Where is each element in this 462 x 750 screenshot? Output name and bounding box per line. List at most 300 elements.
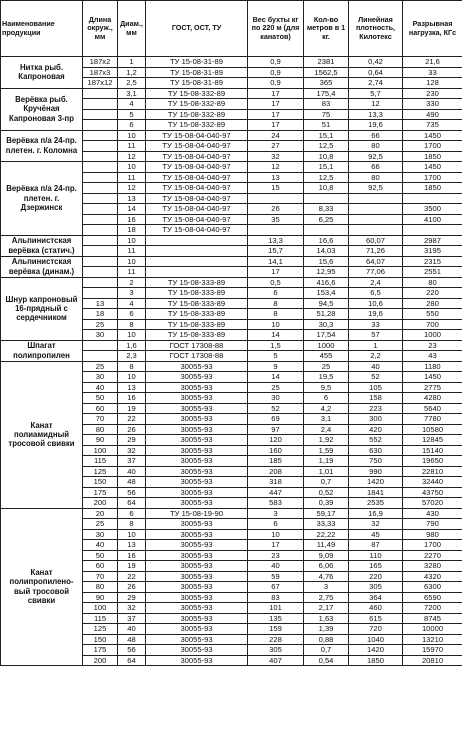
coil-weight-cell: 305 — [248, 645, 304, 656]
diameter-cell: 26 — [118, 424, 146, 435]
diameter-cell: 29 — [118, 435, 146, 446]
coil-weight-cell: 8 — [248, 298, 304, 309]
circumference-cell: 70 — [83, 414, 118, 425]
linear-density-cell: 2535 — [349, 498, 403, 509]
meters-per-kg-cell: 30,3 — [304, 319, 349, 330]
diameter-cell: 10 — [118, 256, 146, 267]
circumference-cell: 200 — [83, 655, 118, 666]
breaking-load-cell — [403, 225, 462, 236]
table-row — [1, 508, 462, 519]
standard-cell: ГОСТ 17308-88 — [146, 340, 248, 351]
diameter-cell: 11 — [118, 267, 146, 278]
diameter-cell: 13 — [118, 193, 146, 204]
circumference-cell: 13 — [83, 298, 118, 309]
standard-cell: ТУ 15-08-333-89 — [146, 277, 248, 288]
coil-weight-cell: 52 — [248, 403, 304, 414]
breaking-load-cell: 4320 — [403, 571, 462, 582]
standard-cell: 30055-93 — [146, 582, 248, 593]
coil-weight-cell: 3 — [248, 508, 304, 519]
linear-density-cell: 223 — [349, 403, 403, 414]
linear-density-cell: 364 — [349, 592, 403, 603]
diameter-cell: 11 — [118, 172, 146, 183]
meters-per-kg-cell: 1000 — [304, 340, 349, 351]
standard-cell: ТУ 15-08-333-89 — [146, 319, 248, 330]
linear-density-cell: 305 — [349, 582, 403, 593]
circumference-cell — [83, 151, 118, 162]
circumference-cell: 100 — [83, 445, 118, 456]
standard-cell: 30055-93 — [146, 414, 248, 425]
breaking-load-cell: 550 — [403, 309, 462, 320]
coil-weight-cell: 208 — [248, 466, 304, 477]
standard-cell: 30055-93 — [146, 613, 248, 624]
circumference-cell — [83, 162, 118, 173]
standard-cell: ТУ 15-08-04-040-97 — [146, 204, 248, 215]
meters-per-kg-cell: 455 — [304, 351, 349, 362]
diameter-cell: 10 — [118, 372, 146, 383]
circumference-cell: 115 — [83, 456, 118, 467]
linear-density-cell: 80 — [349, 172, 403, 183]
table-row — [1, 130, 462, 141]
linear-density-cell: 64,07 — [349, 256, 403, 267]
standard-cell — [146, 267, 248, 278]
coil-weight-cell: 30 — [248, 393, 304, 404]
diameter-cell: 26 — [118, 582, 146, 593]
breaking-load-cell: 1180 — [403, 361, 462, 372]
breaking-load-cell: 10000 — [403, 624, 462, 635]
coil-weight-cell: 17 — [248, 120, 304, 131]
coil-weight-cell: 160 — [248, 445, 304, 456]
meters-per-kg-cell: 6,25 — [304, 214, 349, 225]
circumference-cell — [83, 340, 118, 351]
linear-density-cell: 1420 — [349, 645, 403, 656]
breaking-load-cell: 1000 — [403, 330, 462, 341]
circumference-cell — [83, 225, 118, 236]
coil-weight-cell: 13 — [248, 172, 304, 183]
circumference-cell — [83, 351, 118, 362]
product-name-cell: Альпинистская верёвка (динам.) — [1, 256, 83, 277]
breaking-load-cell: 4280 — [403, 393, 462, 404]
standard-cell: ТУ 15-08-332-89 — [146, 99, 248, 110]
standard-cell: ТУ 15-08-04-040-97 — [146, 141, 248, 152]
breaking-load-cell: 3195 — [403, 246, 462, 257]
breaking-load-cell: 490 — [403, 109, 462, 120]
linear-density-cell: 1420 — [349, 477, 403, 488]
circumference-cell — [83, 130, 118, 141]
circumference-cell: 200 — [83, 498, 118, 509]
diameter-cell: 8 — [118, 361, 146, 372]
diameter-cell: 56 — [118, 487, 146, 498]
header-circumference: Длина окруж., мм — [83, 1, 118, 57]
meters-per-kg-cell: 75 — [304, 109, 349, 120]
standard-cell: ТУ 15-08-04-040-97 — [146, 130, 248, 141]
header-product: Наименование продукции — [1, 1, 83, 57]
circumference-cell: 80 — [83, 582, 118, 593]
diameter-cell: 22 — [118, 571, 146, 582]
meters-per-kg-cell: 10,8 — [304, 151, 349, 162]
coil-weight-cell: 14 — [248, 330, 304, 341]
circumference-cell: 40 — [83, 382, 118, 393]
linear-density-cell: 165 — [349, 561, 403, 572]
meters-per-kg-cell: 51 — [304, 120, 349, 131]
breaking-load-cell: 43 — [403, 351, 462, 362]
meters-per-kg-cell: 15,1 — [304, 162, 349, 173]
breaking-load-cell: 20810 — [403, 655, 462, 666]
diameter-cell: 37 — [118, 613, 146, 624]
standard-cell: 30055-93 — [146, 445, 248, 456]
standard-cell: ТУ 15-08-333-89 — [146, 309, 248, 320]
diameter-cell: 16 — [118, 214, 146, 225]
linear-density-cell: 1841 — [349, 487, 403, 498]
linear-density-cell: 460 — [349, 603, 403, 614]
circumference-cell: 60 — [83, 403, 118, 414]
header-row — [1, 1, 462, 57]
circumference-cell: 125 — [83, 624, 118, 635]
breaking-load-cell: 3500 — [403, 204, 462, 215]
meters-per-kg-cell: 14,03 — [304, 246, 349, 257]
diameter-cell: 3 — [118, 288, 146, 299]
header-meters-per-kg: Кол-во метров в 1 кг. — [304, 1, 349, 57]
circumference-cell: 40 — [83, 540, 118, 551]
linear-density-cell: 60,07 — [349, 235, 403, 246]
meters-per-kg-cell: 16,6 — [304, 235, 349, 246]
diameter-cell: 14 — [118, 204, 146, 215]
diameter-cell: 19 — [118, 403, 146, 414]
coil-weight-cell: 12 — [248, 162, 304, 173]
breaking-load-cell: 6300 — [403, 582, 462, 593]
coil-weight-cell: 27 — [248, 141, 304, 152]
linear-density-cell: 57 — [349, 330, 403, 341]
coil-weight-cell: 24 — [248, 130, 304, 141]
diameter-cell: 40 — [118, 624, 146, 635]
standard-cell: 30055-93 — [146, 655, 248, 666]
meters-per-kg-cell: 1562,5 — [304, 67, 349, 78]
breaking-load-cell: 790 — [403, 519, 462, 530]
linear-density-cell: 40 — [349, 361, 403, 372]
standard-cell — [146, 235, 248, 246]
table-row — [1, 256, 462, 267]
standard-cell: 30055-93 — [146, 466, 248, 477]
standard-cell: 30055-93 — [146, 540, 248, 551]
standard-cell: ТУ 15-08-04-040-97 — [146, 225, 248, 236]
meters-per-kg-cell: 83 — [304, 99, 349, 110]
linear-density-cell: 92,5 — [349, 151, 403, 162]
product-name-cell: Канат полиамидный тросовой свивки — [1, 361, 83, 508]
circumference-cell — [83, 204, 118, 215]
meters-per-kg-cell: 59,17 — [304, 508, 349, 519]
circumference-cell — [83, 109, 118, 120]
standard-cell: 30055-93 — [146, 645, 248, 656]
circumference-cell — [83, 214, 118, 225]
breaking-load-cell: 10580 — [403, 424, 462, 435]
diameter-cell: 40 — [118, 466, 146, 477]
breaking-load-cell: 19650 — [403, 456, 462, 467]
diameter-cell: 48 — [118, 477, 146, 488]
standard-cell: 30055-93 — [146, 498, 248, 509]
circumference-cell — [83, 88, 118, 99]
breaking-load-cell: 32440 — [403, 477, 462, 488]
linear-density-cell: 0,42 — [349, 57, 403, 68]
diameter-cell: 13 — [118, 382, 146, 393]
table-row — [1, 235, 462, 246]
standard-cell: 30055-93 — [146, 561, 248, 572]
product-name-cell: Шнур капроновый 16-прядный с сердечником — [1, 277, 83, 340]
diameter-cell: 56 — [118, 645, 146, 656]
linear-density-cell: 2,74 — [349, 78, 403, 89]
coil-weight-cell: 14,1 — [248, 256, 304, 267]
standard-cell: 30055-93 — [146, 477, 248, 488]
meters-per-kg-cell: 0,39 — [304, 498, 349, 509]
linear-density-cell: 1 — [349, 340, 403, 351]
standard-cell: 30055-93 — [146, 361, 248, 372]
standard-cell: ТУ 15-08-31-89 — [146, 57, 248, 68]
linear-density-cell: 19,6 — [349, 120, 403, 131]
breaking-load-cell: 43750 — [403, 487, 462, 498]
coil-weight-cell: 1,5 — [248, 340, 304, 351]
diameter-cell: 10 — [118, 130, 146, 141]
standard-cell: ТУ 15-08-04-040-97 — [146, 183, 248, 194]
coil-weight-cell: 25 — [248, 382, 304, 393]
coil-weight-cell: 17 — [248, 99, 304, 110]
standard-cell: 30055-93 — [146, 571, 248, 582]
coil-weight-cell: 15 — [248, 183, 304, 194]
meters-per-kg-cell: 2,4 — [304, 424, 349, 435]
breaking-load-cell: 3280 — [403, 561, 462, 572]
circumference-cell: 187х12 — [83, 78, 118, 89]
circumference-cell: 90 — [83, 592, 118, 603]
coil-weight-cell: 67 — [248, 582, 304, 593]
coil-weight-cell: 13,3 — [248, 235, 304, 246]
diameter-cell: 8 — [118, 519, 146, 530]
circumference-cell: 100 — [83, 603, 118, 614]
breaking-load-cell: 735 — [403, 120, 462, 131]
linear-density-cell — [349, 204, 403, 215]
circumference-cell — [83, 288, 118, 299]
circumference-cell: 25 — [83, 519, 118, 530]
breaking-load-cell: 23 — [403, 340, 462, 351]
linear-density-cell: 71,26 — [349, 246, 403, 257]
coil-weight-cell: 5 — [248, 351, 304, 362]
linear-density-cell: 2,2 — [349, 351, 403, 362]
linear-density-cell: 105 — [349, 382, 403, 393]
diameter-cell: 48 — [118, 634, 146, 645]
coil-weight-cell: 583 — [248, 498, 304, 509]
coil-weight-cell: 228 — [248, 634, 304, 645]
diameter-cell: 10 — [118, 330, 146, 341]
breaking-load-cell: 2270 — [403, 550, 462, 561]
coil-weight-cell: 0,9 — [248, 78, 304, 89]
meters-per-kg-cell: 25 — [304, 361, 349, 372]
breaking-load-cell: 57020 — [403, 498, 462, 509]
circumference-cell: 60 — [83, 561, 118, 572]
linear-density-cell: 720 — [349, 624, 403, 635]
linear-density-cell: 13,3 — [349, 109, 403, 120]
breaking-load-cell: 430 — [403, 508, 462, 519]
circumference-cell: 150 — [83, 634, 118, 645]
meters-per-kg-cell: 4,76 — [304, 571, 349, 582]
circumference-cell: 18 — [83, 309, 118, 320]
diameter-cell: 13 — [118, 540, 146, 551]
meters-per-kg-cell: 12,5 — [304, 172, 349, 183]
table-row — [1, 162, 462, 173]
circumference-cell: 187х2 — [83, 57, 118, 68]
product-name-cell: Верёвка п/а 24-пр. плетен. г. Дзержинск — [1, 162, 83, 236]
diameter-cell: 1,2 — [118, 67, 146, 78]
coil-weight-cell: 0,9 — [248, 67, 304, 78]
circumference-cell: 115 — [83, 613, 118, 624]
meters-per-kg-cell: 17,54 — [304, 330, 349, 341]
linear-density-cell: 6,5 — [349, 288, 403, 299]
breaking-load-cell: 1850 — [403, 183, 462, 194]
meters-per-kg-cell: 2,75 — [304, 592, 349, 603]
breaking-load-cell: 12845 — [403, 435, 462, 446]
meters-per-kg-cell: 4,2 — [304, 403, 349, 414]
standard-cell: 30055-93 — [146, 624, 248, 635]
meters-per-kg-cell: 3,1 — [304, 414, 349, 425]
product-name-cell: Верёвка п/а 24-пр. плетен. г. Коломна — [1, 130, 83, 162]
standard-cell: 30055-93 — [146, 393, 248, 404]
circumference-cell: 50 — [83, 550, 118, 561]
breaking-load-cell: 5640 — [403, 403, 462, 414]
breaking-load-cell: 6590 — [403, 592, 462, 603]
circumference-cell — [83, 183, 118, 194]
product-name-cell: Альпинистская верёвка (статич.) — [1, 235, 83, 256]
standard-cell: ТУ 15-08-333-89 — [146, 288, 248, 299]
circumference-cell: 150 — [83, 477, 118, 488]
linear-density-cell: 552 — [349, 435, 403, 446]
table-body — [1, 57, 462, 666]
linear-density-cell: 110 — [349, 550, 403, 561]
coil-weight-cell: 135 — [248, 613, 304, 624]
standard-cell: 30055-93 — [146, 603, 248, 614]
circumference-cell: 30 — [83, 529, 118, 540]
coil-weight-cell: 407 — [248, 655, 304, 666]
table-row — [1, 88, 462, 99]
header-standard: ГОСТ, ОСТ, ТУ — [146, 1, 248, 57]
circumference-cell — [83, 172, 118, 183]
breaking-load-cell: 13210 — [403, 634, 462, 645]
coil-weight-cell — [248, 225, 304, 236]
meters-per-kg-cell: 22,22 — [304, 529, 349, 540]
breaking-load-cell: 80 — [403, 277, 462, 288]
diameter-cell: 3,1 — [118, 88, 146, 99]
table-row — [1, 57, 462, 68]
linear-density-cell — [349, 214, 403, 225]
diameter-cell: 6 — [118, 120, 146, 131]
standard-cell: 30055-93 — [146, 456, 248, 467]
diameter-cell: 1,6 — [118, 340, 146, 351]
coil-weight-cell: 17 — [248, 88, 304, 99]
standard-cell: 30055-93 — [146, 634, 248, 645]
coil-weight-cell: 0,5 — [248, 277, 304, 288]
linear-density-cell: 1850 — [349, 655, 403, 666]
meters-per-kg-cell: 19,5 — [304, 372, 349, 383]
linear-density-cell: 92,5 — [349, 183, 403, 194]
meters-per-kg-cell: 0,52 — [304, 487, 349, 498]
circumference-cell — [83, 277, 118, 288]
linear-density-cell: 750 — [349, 456, 403, 467]
linear-density-cell: 45 — [349, 529, 403, 540]
coil-weight-cell: 6 — [248, 288, 304, 299]
meters-per-kg-cell — [304, 225, 349, 236]
linear-density-cell: 420 — [349, 424, 403, 435]
linear-density-cell: 158 — [349, 393, 403, 404]
circumference-cell — [83, 235, 118, 246]
coil-weight-cell: 185 — [248, 456, 304, 467]
breaking-load-cell: 7200 — [403, 603, 462, 614]
diameter-cell: 1 — [118, 57, 146, 68]
coil-weight-cell — [248, 193, 304, 204]
meters-per-kg-cell: 33,33 — [304, 519, 349, 530]
meters-per-kg-cell: 12,5 — [304, 141, 349, 152]
meters-per-kg-cell: 10,8 — [304, 183, 349, 194]
standard-cell: 30055-93 — [146, 529, 248, 540]
breaking-load-cell: 15970 — [403, 645, 462, 656]
diameter-cell: 5 — [118, 109, 146, 120]
circumference-cell: 30 — [83, 372, 118, 383]
breaking-load-cell: 280 — [403, 298, 462, 309]
breaking-load-cell: 330 — [403, 99, 462, 110]
meters-per-kg-cell: 15,1 — [304, 130, 349, 141]
meters-per-kg-cell: 1,63 — [304, 613, 349, 624]
breaking-load-cell: 1850 — [403, 151, 462, 162]
diameter-cell: 64 — [118, 498, 146, 509]
header-linear-density: Линейная плотность, Килотекс — [349, 1, 403, 57]
header-diameter: Диам., мм — [118, 1, 146, 57]
diameter-cell: 10 — [118, 162, 146, 173]
meters-per-kg-cell: 0,88 — [304, 634, 349, 645]
circumference-cell — [83, 267, 118, 278]
breaking-load-cell — [403, 193, 462, 204]
standard-cell: ТУ 15-08-04-040-97 — [146, 172, 248, 183]
circumference-cell — [83, 256, 118, 267]
diameter-cell: 18 — [118, 225, 146, 236]
standard-cell: 30055-93 — [146, 550, 248, 561]
linear-density-cell: 630 — [349, 445, 403, 456]
coil-weight-cell: 69 — [248, 414, 304, 425]
linear-density-cell: 10,6 — [349, 298, 403, 309]
breaking-load-cell: 33 — [403, 67, 462, 78]
meters-per-kg-cell: 175,4 — [304, 88, 349, 99]
breaking-load-cell: 230 — [403, 88, 462, 99]
coil-weight-cell: 17 — [248, 109, 304, 120]
breaking-load-cell: 21,6 — [403, 57, 462, 68]
linear-density-cell: 16,9 — [349, 508, 403, 519]
meters-per-kg-cell: 1,19 — [304, 456, 349, 467]
breaking-load-cell: 700 — [403, 319, 462, 330]
circumference-cell: 30 — [83, 330, 118, 341]
linear-density-cell: 80 — [349, 141, 403, 152]
standard-cell: 30055-93 — [146, 424, 248, 435]
circumference-cell: 50 — [83, 393, 118, 404]
coil-weight-cell: 101 — [248, 603, 304, 614]
diameter-cell: 10 — [118, 235, 146, 246]
linear-density-cell: 5,7 — [349, 88, 403, 99]
diameter-cell: 4 — [118, 99, 146, 110]
breaking-load-cell: 8745 — [403, 613, 462, 624]
linear-density-cell: 990 — [349, 466, 403, 477]
linear-density-cell: 12 — [349, 99, 403, 110]
linear-density-cell — [349, 193, 403, 204]
linear-density-cell: 1040 — [349, 634, 403, 645]
standard-cell: ТУ 15-08-332-89 — [146, 88, 248, 99]
circumference-cell: 20 — [83, 508, 118, 519]
header-breaking-load: Разрывная нагрузка, КГс — [403, 1, 462, 57]
diameter-cell: 19 — [118, 561, 146, 572]
breaking-load-cell: 2551 — [403, 267, 462, 278]
diameter-cell: 2 — [118, 277, 146, 288]
linear-density-cell: 33 — [349, 319, 403, 330]
standard-cell: ГОСТ 17308-88 — [146, 351, 248, 362]
